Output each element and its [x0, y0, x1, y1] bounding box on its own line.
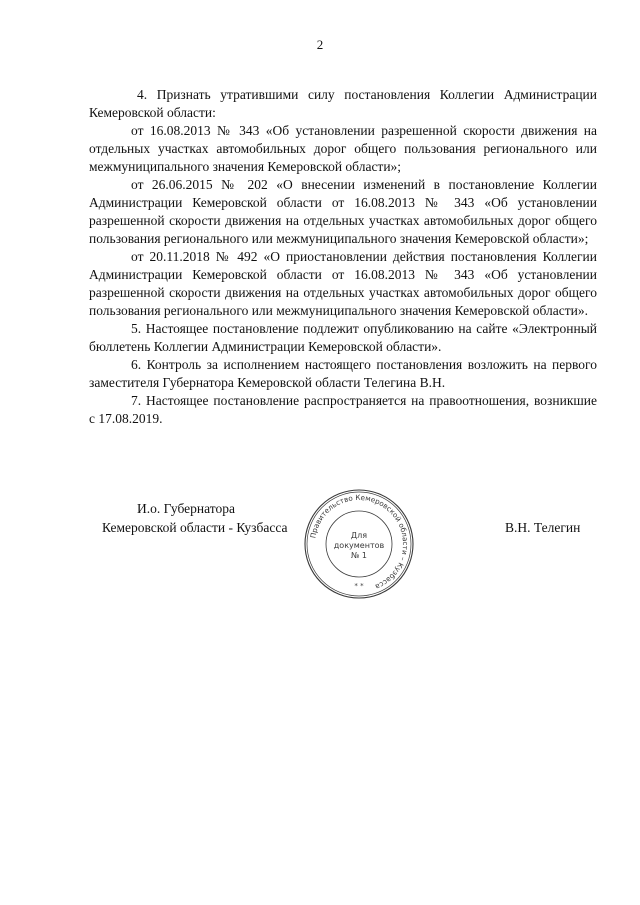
signatory-name: В.Н. Телегин	[505, 520, 581, 535]
signatory-title-line1: И.о. Губернатора	[137, 501, 236, 516]
page-number: 2	[316, 37, 324, 52]
signatory-title-line2: Кемеровской области - Кузбасса	[102, 520, 288, 535]
stamp-center-line3: № 1	[351, 551, 367, 560]
paragraph-item-7: 7. Настоящее постановление распространяется на правоотношения, возникшие с 17.08.2019.	[89, 393, 597, 426]
stamp-center-line2: документов	[333, 541, 385, 550]
paragraph-repeal-2018: от 20.11.2018 № 492 «О приостановлении действия постановления Коллегии Администрации Кемеровской области от 16.08.2013 № 343 «Об установлении разрешенной скорости движения на отдельных участках автомобильных дорог общего пользования регионального или межмуниципального значения Кемеровской области».	[89, 249, 597, 318]
stamp-stars: * *	[354, 582, 364, 590]
stamp-ring-text: Правительство Кемеровской области – Кузбасса	[308, 492, 411, 592]
document-body	[89, 86, 597, 428]
paragraph-item-4: 4. Признать утратившими силу постановления Коллегии Администрации Кемеровской области:	[89, 87, 597, 120]
paragraph-item-6: 6. Контроль за исполнением настоящего постановления возложить на первого заместителя Губернатора Кемеровской области Телегина В.Н.	[89, 357, 597, 390]
paragraph-repeal-2015: от 26.06.2015 № 202 «О внесении изменений в постановление Коллегии Администрации Кемеровской области от 16.08.2013 № 343 «Об установлении разрешенной скорости движения на отдельных участках автомобильных дорог общего пользования регионального или межмуниципального значения Кемеровской области»;	[89, 177, 597, 246]
paragraph-item-5: 5. Настоящее постановление подлежит опубликованию на сайте «Электронный бюллетень Коллегии Администрации Кемеровской области».	[89, 321, 597, 354]
stamp-center-line1: Для	[350, 531, 368, 540]
paragraph-repeal-2013: от 16.08.2013 № 343 «Об установлении разрешенной скорости движения на отдельных участках автомобильных дорог общего пользования регионального или межмуниципального значения Кемеровской области»;	[89, 123, 597, 174]
official-stamp	[303, 488, 415, 600]
